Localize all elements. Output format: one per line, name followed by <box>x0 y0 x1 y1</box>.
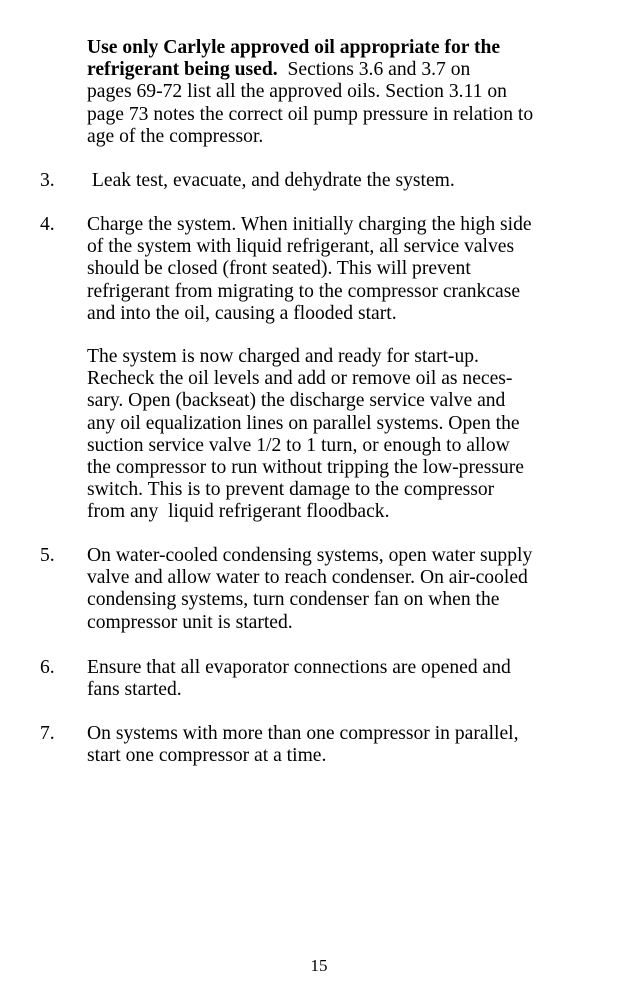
item-4-line: and into the oil, causing a flooded start. <box>87 302 397 324</box>
item-5-line: condensing systems, turn condenser fan on when the <box>87 589 500 611</box>
item-4-line: should be closed (front seated). This will prevent <box>87 258 471 280</box>
item-number-5: 5. <box>40 545 55 566</box>
intro-line-3: pages 69-72 list all the approved oils. Section 3.11 on <box>87 81 507 103</box>
item-4-line: of the system with liquid refrigerant, all service valves <box>87 236 515 258</box>
intro-paragraph <box>87 37 607 148</box>
item-4 <box>87 214 607 325</box>
item-6-line: fans started. <box>87 679 182 701</box>
item-5-line: valve and allow water to reach condenser. On air-cooled <box>87 567 528 589</box>
item-number-4: 4. <box>40 214 55 235</box>
item-4-line: refrigerant from migrating to the compressor crankcase <box>87 280 521 302</box>
item-3-line: Leak test, evacuate, and dehydrate the system. <box>87 170 455 191</box>
item-5-line: compressor unit is started. <box>87 611 293 633</box>
intro-bold-line-1: Use only Carlyle approved oil appropriate for the <box>87 37 501 58</box>
item-4-p2-line: the compressor to run without tripping the low-pressure <box>87 457 524 479</box>
item-number-6: 6. <box>40 657 55 678</box>
item-4-paragraph-2 <box>87 346 607 524</box>
item-7-line: start one compressor at a time. <box>87 745 327 767</box>
item-4-p2-line: The system is now charged and ready for start-up. <box>87 346 479 367</box>
item-4-p2-line: Recheck the oil levels and add or remove oil as neces- <box>87 368 513 390</box>
item-5 <box>87 545 607 634</box>
item-number-7: 7. <box>40 723 55 744</box>
item-4-p2-line: sary. Open (backseat) the discharge service valve and <box>87 390 506 412</box>
item-4-p2-line: from any liquid refrigerant floodback. <box>87 501 390 523</box>
item-6-line: Ensure that all evaporator connections are opened and <box>87 657 511 678</box>
item-4-p2-line: suction service valve 1/2 to 1 turn, or enough to allow <box>87 434 510 456</box>
intro-line-5: age of the compressor. <box>87 125 264 147</box>
item-4-p2-line: switch. This is to prevent damage to the compressor <box>87 479 495 501</box>
intro-line-2-rest: Sections 3.6 and 3.7 on <box>277 59 471 81</box>
item-4-p2-line: any oil equalization lines on parallel systems. Open the <box>87 412 520 434</box>
item-number-3: 3. <box>40 170 55 191</box>
item-7 <box>87 723 607 767</box>
item-3 <box>87 170 607 192</box>
item-5-line: On water-cooled condensing systems, open water supply <box>87 545 533 566</box>
intro-line-2 <box>87 59 607 81</box>
intro-bold-line-2: refrigerant being used. <box>87 59 278 81</box>
item-6 <box>87 657 607 701</box>
intro-line-4: page 73 notes the correct oil pump pressure in relation to <box>87 103 534 125</box>
item-7-line: On systems with more than one compressor in parallel, <box>87 723 519 744</box>
page-number: 15 <box>310 956 328 975</box>
item-4-line: Charge the system. When initially charging the high side <box>87 214 532 235</box>
